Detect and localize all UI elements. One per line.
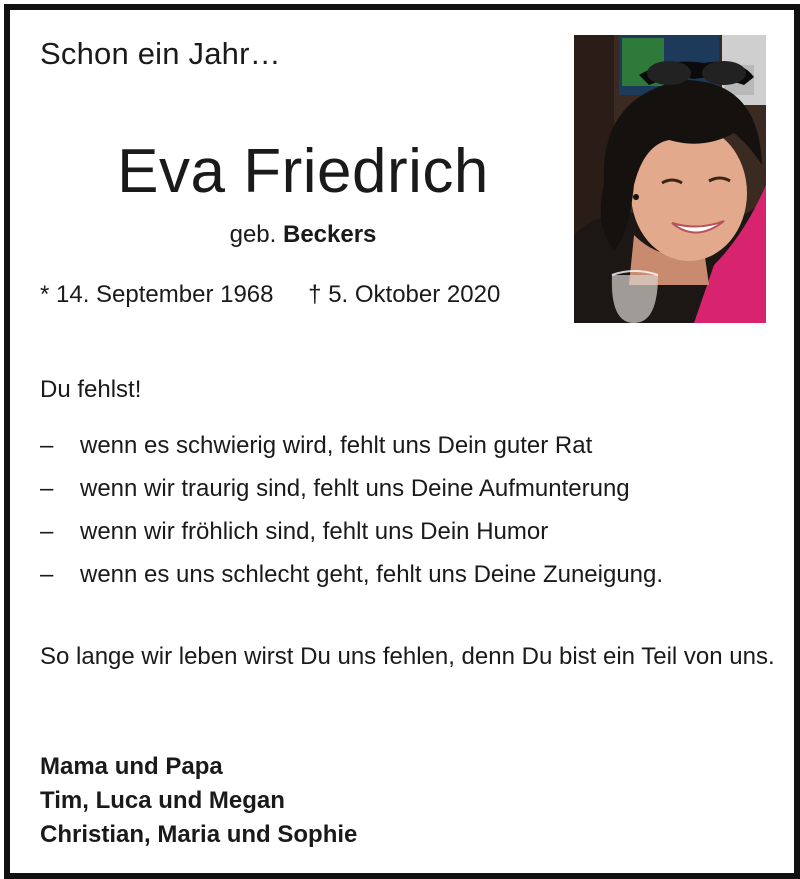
- portrait-image: [574, 35, 766, 323]
- list-dash: –: [40, 518, 54, 545]
- signature-line: Christian, Maria und Sophie: [40, 821, 358, 848]
- death-date: † 5. Oktober 2020: [308, 281, 501, 308]
- life-dates: [40, 281, 500, 309]
- signatures: [40, 750, 357, 852]
- obituary-frame: [4, 4, 800, 879]
- list-dash: –: [40, 432, 54, 459]
- list-item-text: wenn es schwierig wird, fehlt uns Dein guter Rat: [80, 432, 593, 459]
- list-item-text: wenn es uns schlecht geht, fehlt uns Deine Zuneigung.: [80, 561, 664, 588]
- birth-date: * 14. September 1968: [40, 281, 274, 308]
- closing-text: So lange wir leben wirst Du uns fehlen, denn Du bist ein Teil von uns.: [40, 643, 775, 670]
- deceased-name: Eva Friedrich: [117, 137, 489, 206]
- list-item-text: wenn wir fröhlich sind, fehlt uns Dein Humor: [80, 518, 549, 545]
- intro-text: Du fehlst!: [40, 376, 142, 403]
- header-text: Schon ein Jahr…: [40, 36, 281, 71]
- list-dash: –: [40, 561, 54, 588]
- list-item-text: wenn wir traurig sind, fehlt uns Deine Aufmunterung: [80, 475, 630, 502]
- list-dash: –: [40, 475, 54, 502]
- maiden-name-line: [10, 221, 596, 249]
- portrait-photo: [574, 35, 766, 323]
- maiden-name: Beckers: [282, 221, 377, 248]
- signature-line: Tim, Luca und Megan: [40, 787, 285, 814]
- maiden-prefix: geb.: [229, 221, 277, 248]
- signature-line: Mama und Papa: [40, 753, 223, 780]
